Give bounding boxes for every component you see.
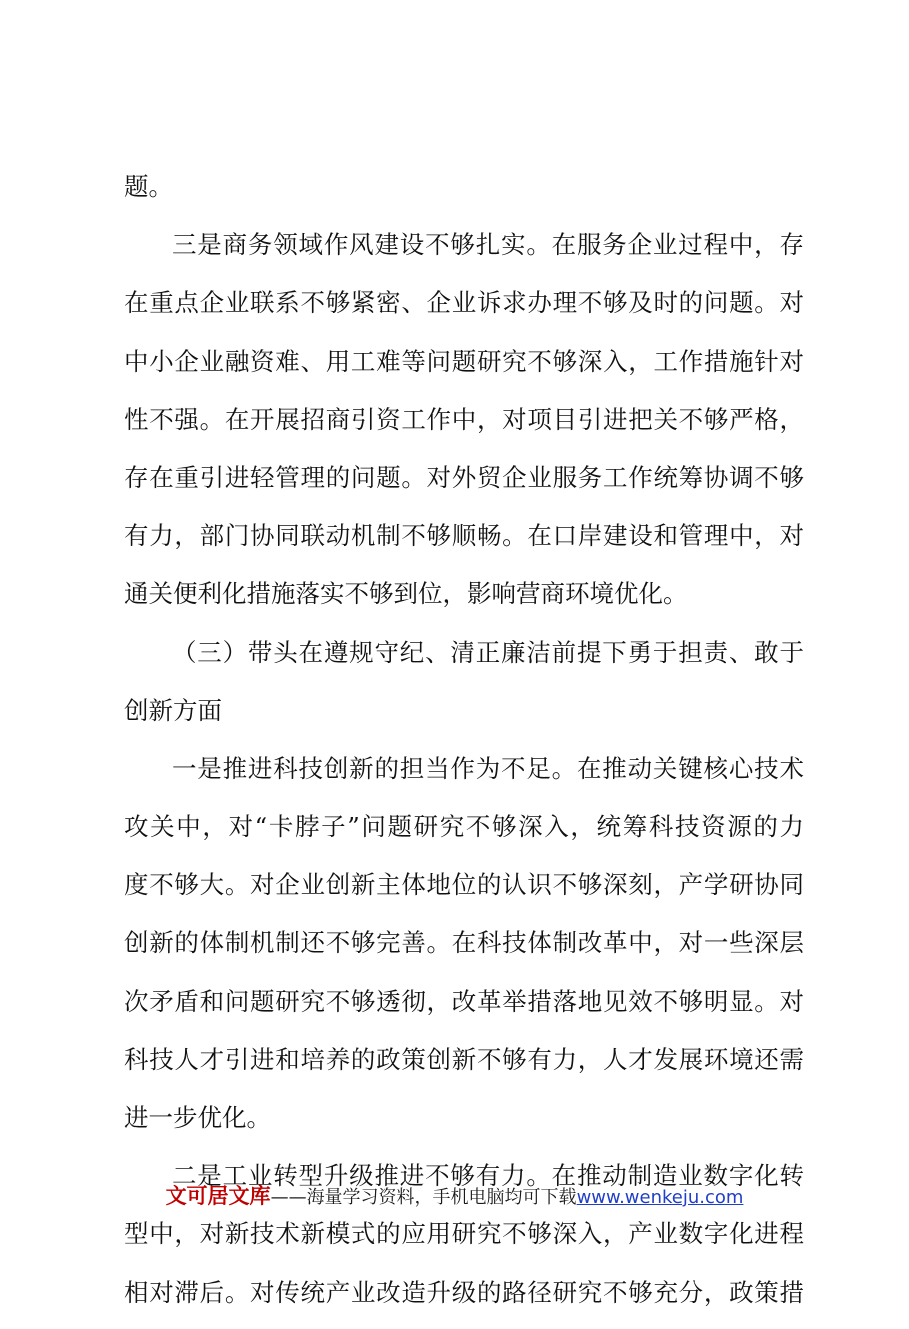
paragraph-line: 科技人才引进和培养的政策创新不够有力，人才发展环境还需	[124, 1044, 804, 1074]
footer-brand: 文可居文库	[165, 1184, 271, 1208]
paragraph-line: 题。	[124, 172, 173, 201]
paragraph-line: 度不够大。对企业创新主体地位的认识不够深刻，产学研协同	[124, 870, 804, 900]
paragraph-line: 型中，对新技术新模式的应用研究不够深入，产业数字化进程	[124, 1219, 804, 1249]
paragraph-line: 有力，部门协同联动机制不够顺畅。在口岸建设和管理中，对	[124, 521, 804, 551]
paragraph-line: 创新的体制机制还不够完善。在科技体制改革中，对一些深层	[124, 928, 804, 958]
paragraph-line: 存在重引进轻管理的问题。对外贸企业服务工作统筹协调不够	[124, 462, 804, 492]
paragraph-line: 性不强。在开展招商引资工作中，对项目引进把关不够严格，	[124, 404, 804, 434]
paragraph-line: 二是工业转型升级推进不够有力。在推动制造业数字化转	[172, 1161, 804, 1191]
paragraph-line: 攻关中，对“卡脖子”问题研究不够深入，统筹科技资源的力	[124, 812, 804, 842]
paragraph-line: 相对滞后。对传统产业改造升级的路径研究不够充分，政策措	[124, 1277, 804, 1307]
document-body	[124, 165, 804, 1329]
footer-website-link[interactable]: www.wenkeju.com	[576, 1187, 744, 1208]
paragraph-line: 在重点企业联系不够紧密、企业诉求办理不够及时的问题。对	[124, 288, 804, 318]
footer-tagline: ——海量学习资料，手机电脑均可下载	[270, 1187, 577, 1208]
paragraph-line: 中小企业融资难、用工难等问题研究不够深入，工作措施针对	[124, 346, 804, 376]
paragraph-line: 通关便利化措施落实不够到位，影响营商环境优化。	[124, 579, 688, 609]
paragraph-line: 进一步优化。	[124, 1103, 271, 1132]
paragraph-line: 三是商务领域作风建设不够扎实。在服务企业过程中，存	[172, 230, 804, 260]
page-footer	[0, 1180, 909, 1210]
paragraph-line: 次矛盾和问题研究不够透彻，改革举措落地见效不够明显。对	[124, 986, 804, 1016]
section-heading-line: （三）带头在遵规守纪、清正廉洁前提下勇于担责、敢于	[172, 637, 804, 667]
section-heading-line: 创新方面	[124, 695, 222, 725]
paragraph-line: 一是推进科技创新的担当作为不足。在推动关键核心技术	[172, 753, 804, 783]
